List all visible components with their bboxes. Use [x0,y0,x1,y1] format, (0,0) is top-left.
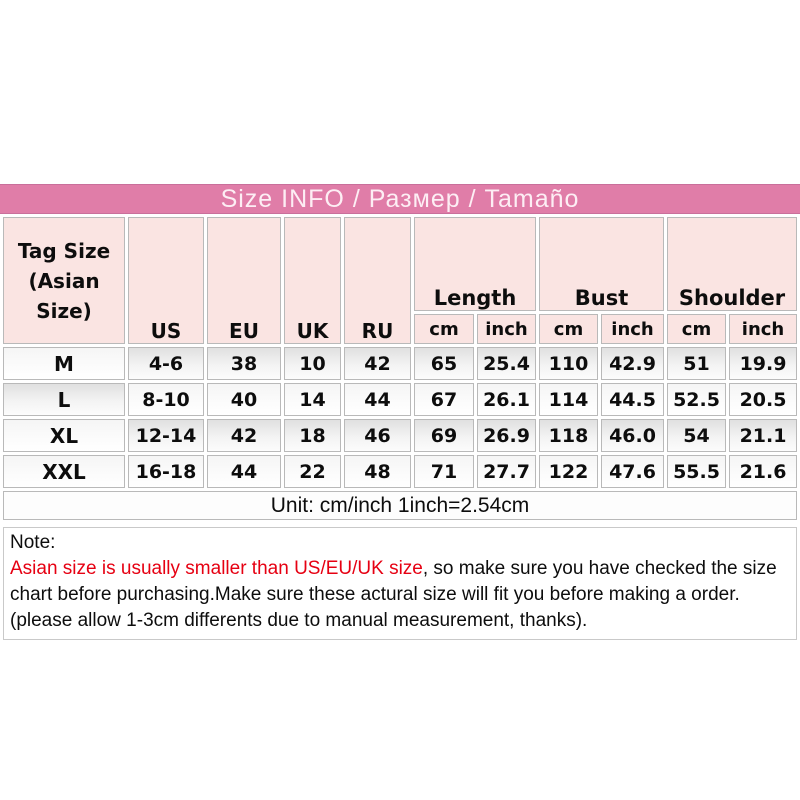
header-eu: EU [207,217,281,344]
value-cell: 51 [667,347,726,380]
size-info-banner [0,184,800,214]
value-cell: 46.0 [601,419,664,452]
row-label-cell: XXL [3,455,125,488]
value-cell: 21.1 [729,419,797,452]
subheader-length-inch: inch [477,314,536,344]
table-row [3,383,797,416]
size-table [0,214,800,523]
value-cell: 26.1 [477,383,536,416]
value-cell: 69 [414,419,474,452]
table-row [3,455,797,488]
value-cell: 27.7 [477,455,536,488]
header-uk: UK [284,217,341,344]
value-cell: 10 [284,347,341,380]
value-cell: 21.6 [729,455,797,488]
value-cell: 114 [539,383,598,416]
value-cell: 4-6 [128,347,204,380]
note-label: Note: [10,532,56,553]
header-tag-size: Tag Size (Asian Size) [3,217,125,344]
header-length: Length [414,217,536,311]
value-cell: 55.5 [667,455,726,488]
value-cell: 48 [344,455,411,488]
value-cell: 19.9 [729,347,797,380]
value-cell: 46 [344,419,411,452]
value-cell: 44.5 [601,383,664,416]
value-cell: 20.5 [729,383,797,416]
table-row [3,347,797,380]
value-cell: 65 [414,347,474,380]
value-cell: 122 [539,455,598,488]
value-cell: 54 [667,419,726,452]
value-cell: 71 [414,455,474,488]
value-cell: 26.9 [477,419,536,452]
value-cell: 12-14 [128,419,204,452]
value-cell: 14 [284,383,341,416]
header-shoulder: Shoulder [667,217,797,311]
value-cell: 44 [344,383,411,416]
value-cell: 47.6 [601,455,664,488]
value-cell: 110 [539,347,598,380]
subheader-bust-cm: cm [539,314,598,344]
row-label-cell: XL [3,419,125,452]
note-rest-text: , so make sure you have checked the size chart before purchasing.Make sure these actural size will fit you before making a order.(please allow 1-3cm differents due to manual measurement, thanks). [10,558,777,631]
value-cell: 8-10 [128,383,204,416]
header-us: US [128,217,204,344]
header-bust: Bust [539,217,664,311]
row-label-cell: L [3,383,125,416]
note-warning-red-text: Asian size is usually smaller than US/EU/UK size [10,558,423,579]
value-cell: 25.4 [477,347,536,380]
value-cell: 22 [284,455,341,488]
unit-note-row: Unit: cm/inch 1inch=2.54cm [3,491,797,520]
value-cell: 118 [539,419,598,452]
note-paragraph [10,556,790,634]
note-block [3,527,797,640]
value-cell: 18 [284,419,341,452]
value-cell: 38 [207,347,281,380]
value-cell: 44 [207,455,281,488]
subheader-bust-inch: inch [601,314,664,344]
value-cell: 40 [207,383,281,416]
value-cell: 42 [344,347,411,380]
value-cell: 16-18 [128,455,204,488]
value-cell: 67 [414,383,474,416]
size-table-body [3,347,797,488]
value-cell: 42 [207,419,281,452]
value-cell: 52.5 [667,383,726,416]
row-label-cell: M [3,347,125,380]
subheader-shoulder-cm: cm [667,314,726,344]
value-cell: 42.9 [601,347,664,380]
subheader-length-cm: cm [414,314,474,344]
banner-title: Size INFO / Размер / Tamaño [220,185,580,213]
table-row [3,419,797,452]
size-table-header [3,217,797,344]
header-ru: RU [344,217,411,344]
subheader-shoulder-inch: inch [729,314,797,344]
